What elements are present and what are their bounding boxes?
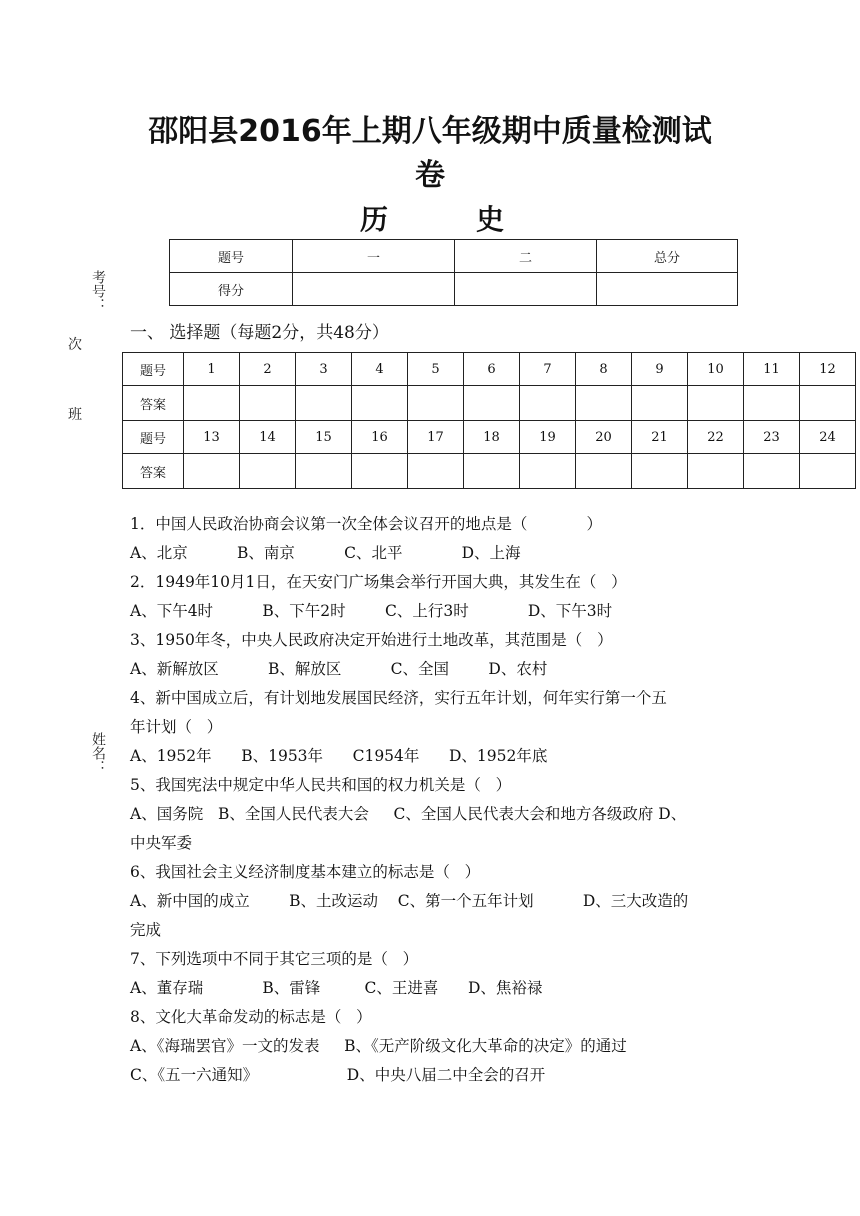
question-number-cell: 7 — [520, 353, 576, 386]
answer-cell[interactable] — [240, 454, 296, 489]
score-header-total: 总分 — [597, 240, 738, 273]
question-line: A、1952年 B、1953年 C1954年 D、1952年底 — [130, 747, 548, 765]
question-number-cell: 11 — [744, 353, 800, 386]
question-line: 1．中国人民政治协商会议第一次全体会议召开的地点是（ ） — [130, 515, 602, 533]
answer-cell[interactable] — [576, 386, 632, 421]
question-line: A、下午4时 B、下午2时 C、上行3时 D、下午3时 — [130, 602, 613, 620]
question-number-cell: 23 — [744, 421, 800, 454]
question-number-cell: 15 — [296, 421, 352, 454]
question-number-cell: 14 — [240, 421, 296, 454]
answer-alabel: 答案 — [123, 386, 184, 421]
question-line: 6、我国社会主义经济制度基本建立的标志是（ ） — [130, 863, 481, 881]
answer-alabel: 答案 — [123, 454, 184, 489]
question-line: 8、文化大革命发动的标志是（ ） — [130, 1008, 372, 1026]
subject-char-1: 历 — [360, 203, 391, 236]
answer-cell[interactable] — [688, 454, 744, 489]
question-line: 7、下列选项中不同于其它三项的是（ ） — [130, 950, 419, 968]
side-label-exam-no: 考号： — [90, 270, 106, 312]
question-number-cell: 20 — [576, 421, 632, 454]
exam-title: 邵阳县2016年上期八年级期中质量检测试 — [148, 114, 712, 149]
question-number-cell: 3 — [296, 353, 352, 386]
answer-cell[interactable] — [184, 386, 240, 421]
answer-cell[interactable] — [744, 386, 800, 421]
side-label-class-a: 次 — [68, 337, 82, 353]
side-label-name: 姓名： — [90, 732, 106, 774]
question-line: A、新中国的成立 B、土改运动 C、第一个五年计划 D、三大改造的 — [130, 892, 689, 910]
answer-cell[interactable] — [576, 454, 632, 489]
score-header-part2: 二 — [455, 240, 597, 273]
question-line: 4、新中国成立后，有计划地发展国民经济，实行五年计划，何年实行第一个五 — [130, 689, 667, 707]
question-line: A、董存瑞 B、雷锋 C、王进喜 D、焦裕禄 — [130, 979, 543, 997]
question-number-cell: 19 — [520, 421, 576, 454]
question-number-cell: 24 — [800, 421, 856, 454]
question-number-cell: 9 — [632, 353, 688, 386]
question-number-cell: 4 — [352, 353, 408, 386]
answer-cell[interactable] — [408, 454, 464, 489]
section-heading-choice: 一、 选择题（每题2分，共48分） — [130, 323, 389, 343]
score-header-qno: 题号 — [170, 240, 293, 273]
question-line: A、新解放区 B、解放区 C、全国 D、农村 — [130, 660, 548, 678]
question-number-cell: 10 — [688, 353, 744, 386]
question-line: 完成 — [130, 921, 162, 939]
answer-cell[interactable] — [240, 386, 296, 421]
score-header-part1: 一 — [293, 240, 455, 273]
answer-qlabel: 题号 — [123, 421, 184, 454]
answer-cell[interactable] — [408, 386, 464, 421]
question-number-cell: 22 — [688, 421, 744, 454]
question-number-cell: 6 — [464, 353, 520, 386]
answer-cell[interactable] — [800, 386, 856, 421]
question-line: A、国务院 B、全国人民代表大会 C、全国人民代表大会和地方各级政府 D、 — [130, 805, 687, 823]
answer-cell[interactable] — [520, 454, 576, 489]
answer-cell[interactable] — [632, 386, 688, 421]
subject-char-2: 史 — [476, 203, 507, 236]
question-number-cell: 12 — [800, 353, 856, 386]
question-number-cell: 13 — [184, 421, 240, 454]
answer-cell[interactable] — [296, 386, 352, 421]
question-line: C、《五一六通知》 D、中央八届二中全会的召开 — [130, 1066, 546, 1084]
answer-cell[interactable] — [632, 454, 688, 489]
score-row-label: 得分 — [170, 273, 293, 306]
answer-cell[interactable] — [296, 454, 352, 489]
question-line: A、《海瑞罢官》一文的发表 B、《无产阶级文化大革命的决定》的通过 — [130, 1037, 627, 1055]
question-line: 中央军委 — [130, 834, 193, 852]
question-number-cell: 5 — [408, 353, 464, 386]
answer-qlabel: 题号 — [123, 353, 184, 386]
score-cell[interactable] — [293, 273, 455, 306]
question-line: A、北京 B、南京 C、北平 D、上海 — [130, 544, 521, 562]
answer-cell[interactable] — [464, 454, 520, 489]
question-line: 年计划（ ） — [130, 718, 223, 736]
answer-cell[interactable] — [184, 454, 240, 489]
answer-cell[interactable] — [800, 454, 856, 489]
score-cell[interactable] — [455, 273, 597, 306]
question-number-cell: 17 — [408, 421, 464, 454]
question-number-cell: 2 — [240, 353, 296, 386]
answer-cell[interactable] — [352, 386, 408, 421]
answer-cell[interactable] — [744, 454, 800, 489]
score-table — [169, 239, 738, 306]
exam-title-continued: 卷 — [415, 158, 445, 193]
answer-table — [122, 352, 856, 489]
question-line: 2．1949年10月1日，在天安门广场集会举行开国大典，其发生在（ ） — [130, 573, 627, 591]
question-number-cell: 1 — [184, 353, 240, 386]
score-cell[interactable] — [597, 273, 738, 306]
answer-cell[interactable] — [688, 386, 744, 421]
side-label-class-b: 班 — [68, 407, 82, 423]
question-line: 3、1950年冬，中央人民政府决定开始进行土地改革，其范围是（ ） — [130, 631, 613, 649]
question-number-cell: 21 — [632, 421, 688, 454]
question-number-cell: 18 — [464, 421, 520, 454]
subject-heading — [360, 198, 506, 238]
answer-cell[interactable] — [352, 454, 408, 489]
question-number-cell: 16 — [352, 421, 408, 454]
answer-cell[interactable] — [520, 386, 576, 421]
answer-cell[interactable] — [464, 386, 520, 421]
question-line: 5、我国宪法中规定中华人民共和国的权力机关是（ ） — [130, 776, 512, 794]
question-number-cell: 8 — [576, 353, 632, 386]
